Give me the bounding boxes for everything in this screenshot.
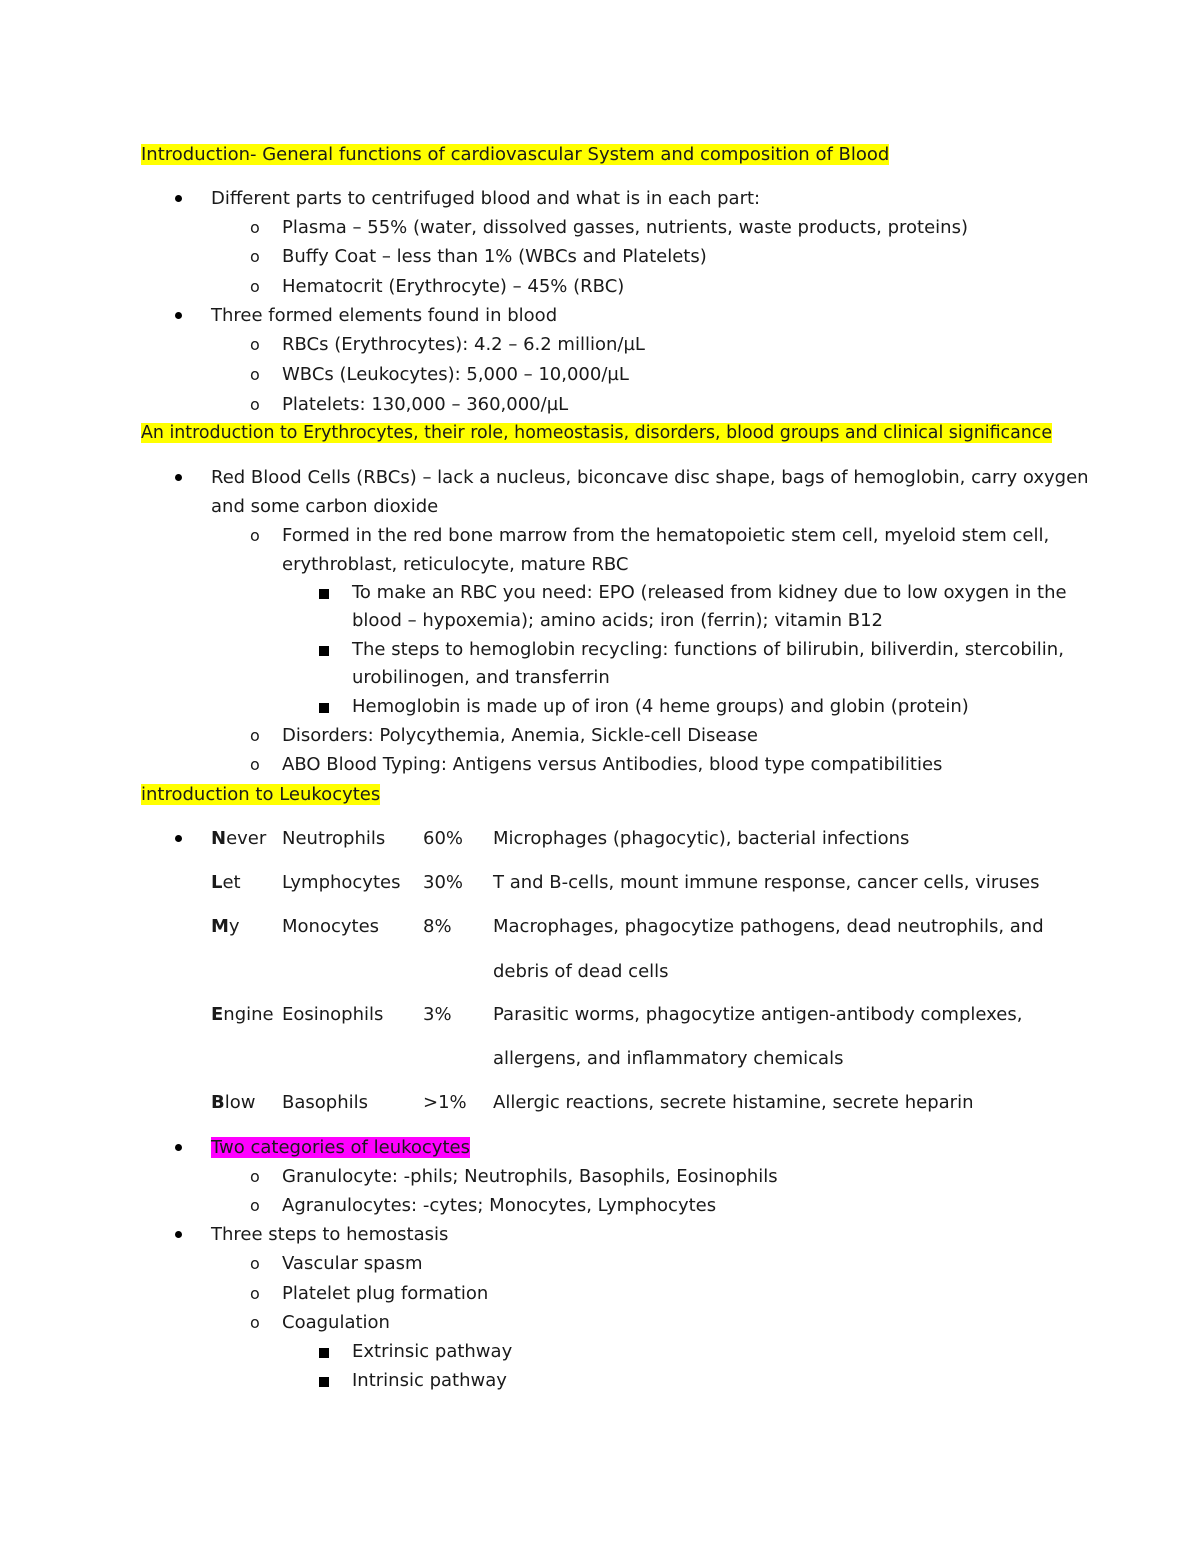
sub-bullet-text: ABO Blood Typing: Antigens versus Antibodies, blood type compatibilities — [282, 754, 943, 775]
mnemonic-rest: low — [224, 1092, 256, 1113]
bullet-dot — [175, 195, 182, 202]
mnemonic-initial: N — [211, 828, 227, 849]
cell-description: Microphages (phagocytic), bacterial infections — [493, 828, 910, 849]
cell-percent: 8% — [423, 916, 452, 937]
bullet-circle: o — [250, 1254, 260, 1273]
bullet-circle: o — [250, 335, 260, 354]
mnemonic-word — [211, 871, 241, 895]
sub-bullet-text: Hematocrit (Erythrocyte) – 45% (RBC) — [282, 276, 625, 297]
bullet-text-continued: and some carbon dioxide — [211, 496, 439, 517]
bullet-square — [319, 1377, 329, 1387]
bullet-text: Red Blood Cells (RBCs) – lack a nucleus, biconcave disc shape, bags of hemoglobin, carry oxygen — [211, 467, 1089, 488]
section-heading-erythrocytes — [141, 421, 1052, 445]
bullet-circle: o — [250, 1284, 260, 1303]
bullet-circle: o — [250, 1196, 260, 1215]
bullet-dot — [175, 474, 182, 481]
cell-type: Eosinophils — [282, 1004, 384, 1025]
cell-percent: 3% — [423, 1004, 452, 1025]
cell-type: Monocytes — [282, 916, 380, 937]
cell-percent: 60% — [423, 828, 464, 849]
cell-description-continued: debris of dead cells — [493, 961, 669, 982]
bullet-dot — [175, 312, 182, 319]
cell-description-continued: allergens, and inflammatory chemicals — [493, 1048, 844, 1069]
mnemonic-initial: E — [211, 1004, 224, 1025]
cell-type: Basophils — [282, 1092, 368, 1113]
bullet-square — [319, 589, 329, 599]
bullet-circle: o — [250, 247, 260, 266]
sub-bullet-text: Platelet plug formation — [282, 1283, 489, 1304]
bullet-circle: o — [250, 1313, 260, 1332]
mnemonic-rest: et — [222, 872, 241, 893]
bullet-square — [319, 1348, 329, 1358]
subsub-bullet-text: To make an RBC you need: EPO (released from kidney due to low oxygen in the — [352, 582, 1067, 603]
mnemonic-initial: B — [211, 1092, 225, 1113]
subsub-bullet-text: Hemoglobin is made up of iron (4 heme groups) and globin (protein) — [352, 696, 969, 717]
mnemonic-rest: ever — [226, 828, 267, 849]
subsub-bullet-text-continued: blood – hypoxemia); amino acids; iron (ferrin); vitamin B12 — [352, 610, 883, 631]
sub-bullet-text: Agranulocytes: -cytes; Monocytes, Lymphocytes — [282, 1195, 717, 1216]
mnemonic-rest: y — [228, 916, 240, 937]
bullet-dot — [175, 1144, 182, 1151]
subsub-bullet-text: The steps to hemoglobin recycling: functions of bilirubin, biliverdin, stercobilin, — [352, 639, 1064, 660]
sub-bullet-text: Plasma – 55% (water, dissolved gasses, nutrients, waste products, proteins) — [282, 217, 968, 238]
subsub-bullet-text: Intrinsic pathway — [352, 1370, 507, 1391]
subsub-bullet-text: Extrinsic pathway — [352, 1341, 513, 1362]
heading-text: introduction to Leukocytes — [141, 784, 381, 805]
categories-heading — [211, 1136, 470, 1160]
bullet-square — [319, 703, 329, 713]
subsub-bullet-text-continued: urobilinogen, and transferrin — [352, 667, 610, 688]
mnemonic-word — [211, 915, 240, 939]
mnemonic-initial: M — [211, 916, 229, 937]
cell-type: Neutrophils — [282, 828, 386, 849]
mnemonic-word — [211, 1091, 255, 1115]
sub-bullet-text: Disorders: Polycythemia, Anemia, Sickle-cell Disease — [282, 725, 758, 746]
cell-percent: 30% — [423, 872, 464, 893]
bullet-circle: o — [250, 277, 260, 296]
bullet-text: Three formed elements found in blood — [211, 305, 558, 326]
mnemonic-rest: ngine — [223, 1004, 274, 1025]
mnemonic-initial: L — [211, 872, 223, 893]
heading-text: Introduction- General functions of cardiovascular System and composition of Blood — [141, 144, 890, 165]
bullet-circle: o — [250, 726, 260, 745]
section-heading-leukocytes — [141, 783, 380, 807]
bullet-circle: o — [250, 395, 260, 414]
sub-bullet-text: Granulocyte: -phils; Neutrophils, Basophils, Eosinophils — [282, 1166, 778, 1187]
sub-bullet-text-continued: erythroblast, reticulocyte, mature RBC — [282, 554, 629, 575]
bullet-dot — [175, 1231, 182, 1238]
bullet-square — [319, 646, 329, 656]
bullet-circle: o — [250, 365, 260, 384]
cell-description: Allergic reactions, secrete histamine, secrete heparin — [493, 1092, 974, 1113]
mnemonic-word — [211, 827, 266, 851]
cell-description: Macrophages, phagocytize pathogens, dead neutrophils, and — [493, 916, 1044, 937]
cell-percent: >1% — [423, 1092, 467, 1113]
bullet-text: Three steps to hemostasis — [211, 1224, 449, 1245]
cell-description: Parasitic worms, phagocytize antigen-antibody complexes, — [493, 1004, 1023, 1025]
cell-description: T and B-cells, mount immune response, cancer cells, viruses — [493, 872, 1040, 893]
sub-bullet-text: RBCs (Erythrocytes): 4.2 – 6.2 million/µL — [282, 334, 645, 355]
bullet-dot — [175, 835, 182, 842]
cell-type: Lymphocytes — [282, 872, 401, 893]
sub-bullet-text: Vascular spasm — [282, 1253, 423, 1274]
bullet-text: Different parts to centrifuged blood and what is in each part: — [211, 188, 761, 209]
sub-bullet-text: Platelets: 130,000 – 360,000/µL — [282, 394, 569, 415]
heading-text: An introduction to Erythrocytes, their role, homeostasis, disorders, blood groups and clinical significance — [141, 423, 1053, 443]
sub-bullet-text: Formed in the red bone marrow from the hematopoietic stem cell, myeloid stem cell, — [282, 525, 1050, 546]
mnemonic-word — [211, 1003, 274, 1027]
bullet-circle: o — [250, 218, 260, 237]
sub-bullet-text: WBCs (Leukocytes): 5,000 – 10,000/µL — [282, 364, 629, 385]
section-heading-cardiovascular — [141, 143, 889, 167]
sub-bullet-text: Buffy Coat – less than 1% (WBCs and Platelets) — [282, 246, 707, 267]
bullet-circle: o — [250, 755, 260, 774]
categories-heading-text: Two categories of leukocytes — [211, 1137, 470, 1158]
bullet-circle: o — [250, 1167, 260, 1186]
sub-bullet-text: Coagulation — [282, 1312, 390, 1333]
bullet-circle: o — [250, 526, 260, 545]
